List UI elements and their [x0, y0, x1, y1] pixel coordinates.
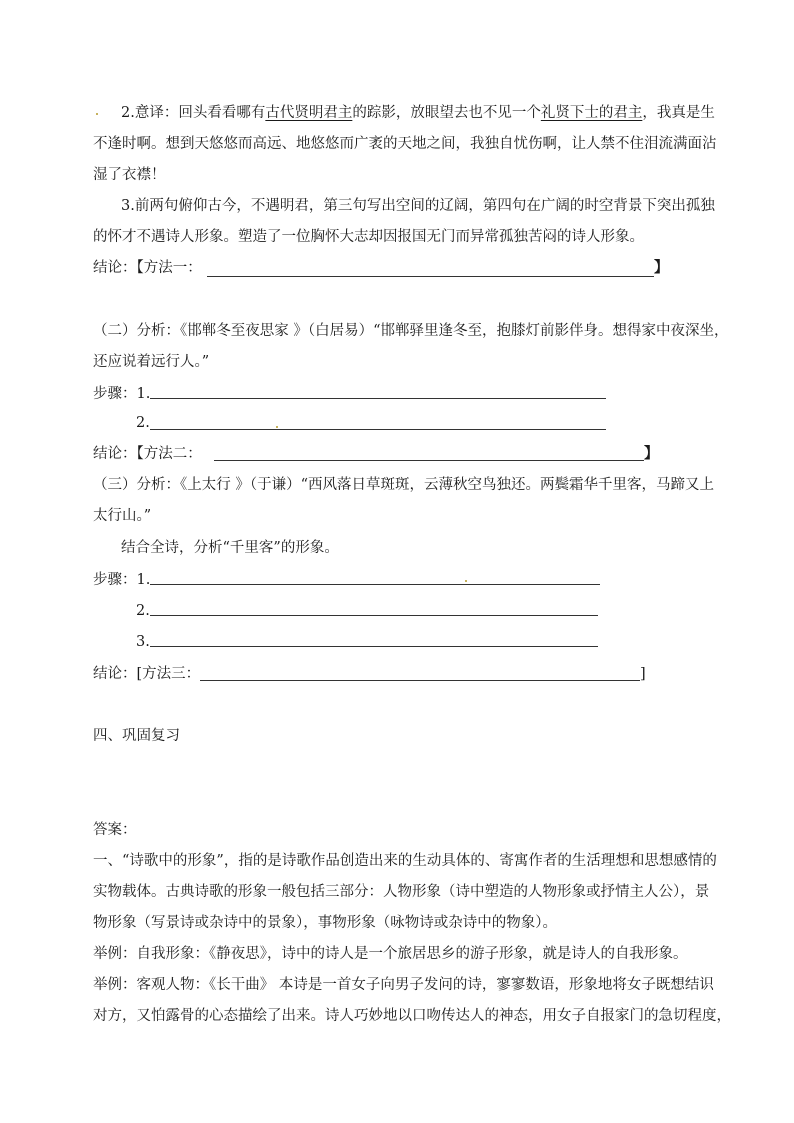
s2-line-2: 还应说着远行人。”	[93, 354, 210, 370]
stray-dot	[276, 426, 278, 428]
example-2-line-1: 举例：客观人物：《长干曲》 本诗是一首女子向男子发问的诗，寥寥数语，形象地将女子既想结识	[93, 977, 714, 993]
stray-dot	[96, 113, 98, 115]
conclusion-1-end: 】	[654, 259, 669, 276]
p3-line-2: 的怀才不遇诗人形象。塑造了一位胸怀大志却因报国无门而异常孤独苦闷的诗人形象。	[93, 229, 644, 245]
p2-line-3: 湿了衣襟！	[93, 167, 166, 183]
s2-conclusion-label: 结论：【方法二：	[93, 446, 202, 462]
s2-step2-label: 2.	[136, 415, 150, 431]
s3-step2-label: 2.	[136, 603, 150, 619]
s3-steps-label: 步骤：1.	[93, 572, 151, 588]
underlined-phrase: 礼贤下士的君主	[540, 105, 643, 121]
answer-1-line-1: 一、“诗歌中的形象”，指的是诗歌作品创造出来的生动具体的、寄寓作者的生活理想和思想感情的	[93, 853, 717, 869]
p2-line-2: 不逢时啊。想到天悠悠而高远、地悠悠而广袤的天地之间，我独自忧伤啊，让人禁不住泪流满面沾	[93, 136, 717, 152]
s2-step1-blank[interactable]	[150, 398, 606, 399]
example-2-line-2: 对方，又怕露骨的心态描绘了出来。诗人巧妙地以口吻传达人的神态，用女子自报家门的急切程度，	[93, 1008, 731, 1024]
example-1: 举例：自我形象：《静夜思》，诗中的诗人是一个旅居思乡的游子形象，就是诗人的自我形象。	[93, 946, 688, 962]
s2-line-1: （二）分析：《邯郸冬至夜思家 》（白居易）“邯郸驿里逢冬至，抱膝灯前影伴身。想得家中夜深坐，	[93, 323, 729, 339]
s2-step2-blank[interactable]	[150, 429, 606, 430]
s2-steps-label: 步骤：1.	[93, 386, 151, 402]
s4-heading: 四、巩固复习	[93, 728, 180, 744]
s3-step2-blank[interactable]	[150, 615, 598, 616]
answer-1-line-2: 实物载体。古典诗歌的形象一般包括三部分：人物形象（诗中塑造的人物形象或抒情主人公），景	[93, 884, 710, 900]
answers-heading: 答案：	[93, 822, 137, 838]
s3-conclusion-label: 结论：[方法三：	[93, 666, 201, 682]
s3-line-2: 太行山。”	[93, 508, 152, 524]
conclusion-1-label: 结论：【方法一：	[93, 260, 202, 276]
stray-dot	[465, 580, 467, 582]
s3-step3-blank[interactable]	[150, 646, 598, 647]
p2-text-b: 的踪影，放眼望去也不见一个	[352, 105, 541, 121]
s3-line-1: （三）分析：《上太行 》（于谦）“西风落日草斑斑，云薄秋空鸟独还。两鬓霜华千里客，马蹄又上	[93, 477, 715, 493]
p2-text-a: 2.意译：回头看看哪有	[121, 105, 266, 121]
s2-conclusion-end: 】	[644, 445, 659, 462]
p2-text-c: ，我真是生	[642, 105, 715, 121]
s3-conclusion-blank[interactable]	[200, 680, 640, 681]
p2-line-1	[121, 103, 715, 123]
conclusion-1-blank[interactable]	[207, 276, 654, 277]
s2-conclusion-blank[interactable]	[214, 460, 644, 461]
s3-step1-blank[interactable]	[150, 584, 600, 585]
s3-step3-label: 3.	[136, 634, 150, 650]
s3-task: 结合全诗，分析“千里客”的形象。	[121, 540, 339, 556]
underlined-phrase: 古代贤明君主	[265, 105, 353, 121]
p3-line-1: 3.前两句俯仰古今，不遇明君，第三句写出空间的辽阔，第四句在广阔的时空背景下突出孤独	[121, 198, 715, 214]
answer-1-line-3: 物形象（写景诗或杂诗中的景象），事物形象（咏物诗或杂诗中的物象）。	[93, 915, 557, 931]
s3-conclusion-end: ]	[640, 666, 646, 682]
